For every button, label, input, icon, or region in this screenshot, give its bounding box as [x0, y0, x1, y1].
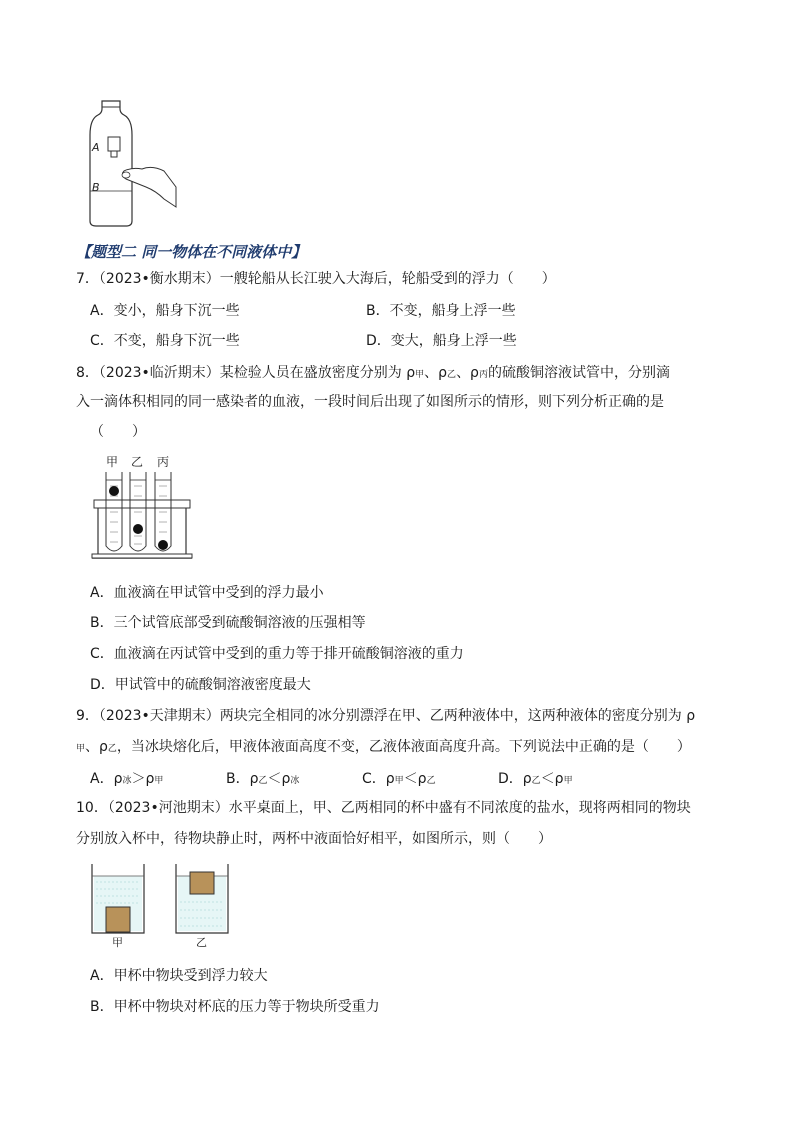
tube-label-jia: 甲: [106, 455, 119, 469]
q8-stem-line3: （ ）: [90, 424, 146, 440]
q10-stem-line2: 分别放入杯中，待物块静止时，两杯中液面恰好相平，如图所示，则（ ）: [76, 831, 552, 847]
label-a: A: [92, 141, 100, 154]
tube-label-bing: 丙: [157, 455, 170, 469]
cup-label-jia: 甲: [112, 936, 123, 949]
tube-label-yi: 乙: [131, 455, 144, 469]
bottle-figure: [80, 95, 190, 230]
q7-option-a: A．变小，船身下沉一些: [90, 303, 240, 319]
q8-stem-line2: 入一滴体积相同的同一感染者的血液，一段时间后出现了如图所示的情形，则下列分析正确的是: [76, 394, 664, 410]
q8-option-d: D．甲试管中的硫酸铜溶液密度最大: [90, 677, 311, 693]
q7-option-c: C．不变，船身下沉一些: [90, 333, 240, 349]
q9-stem-line2: 甲、ρ乙，当冰块熔化后，甲液体液面高度不变，乙液体液面高度升高。下列说法中正确的是（ ）: [76, 739, 691, 755]
q7-option-d: D．变大，船身上浮一些: [366, 333, 517, 349]
q9-option-a: A．ρ冰＞ρ甲: [90, 771, 164, 787]
cups-figure: [86, 862, 236, 950]
q7-stem: 7．（2023•衡水期末）一艘轮船从长江驶入大海后，轮船受到的浮力（ ）: [76, 271, 556, 287]
q8-option-b: B．三个试管底部受到硫酸铜溶液的压强相等: [90, 615, 366, 631]
q10-option-b: B．甲杯中物块对杯底的压力等于物块所受重力: [90, 999, 380, 1015]
q10-stem-line1: 10．（2023•河池期末）水平桌面上，甲、乙两相同的杯中盛有不同浓度的盐水，现将两相同的物块: [76, 800, 691, 816]
q9-option-b: B．ρ乙＜ρ冰: [226, 771, 300, 787]
test-tubes-figure: [88, 452, 194, 562]
cup-label-yi: 乙: [196, 936, 207, 949]
q10-option-a: A．甲杯中物块受到浮力较大: [90, 968, 268, 984]
q8-option-c: C．血液滴在丙试管中受到的重力等于排开硫酸铜溶液的重力: [90, 646, 464, 662]
label-b: B: [92, 181, 100, 194]
section-title: 【题型二 同一物体在不同液体中】: [76, 243, 307, 261]
q9-option-d: D．ρ乙＜ρ甲: [498, 771, 573, 787]
q7-option-b: B．不变，船身上浮一些: [366, 303, 516, 319]
q9-option-c: C．ρ甲＜ρ乙: [362, 771, 436, 787]
q9-stem-line1: 9．（2023•天津期末）两块完全相同的冰分别漂浮在甲、乙两种液体中，这两种液体的密度分别为 ρ: [76, 708, 696, 724]
q8-option-a: A．血液滴在甲试管中受到的浮力最小: [90, 585, 324, 601]
q8-stem-line1: 8．（2023•临沂期末）某检验人员在盛放密度分别为 ρ甲、ρ乙、ρ丙的硫酸铜溶液试管中，分别滴: [76, 365, 670, 381]
